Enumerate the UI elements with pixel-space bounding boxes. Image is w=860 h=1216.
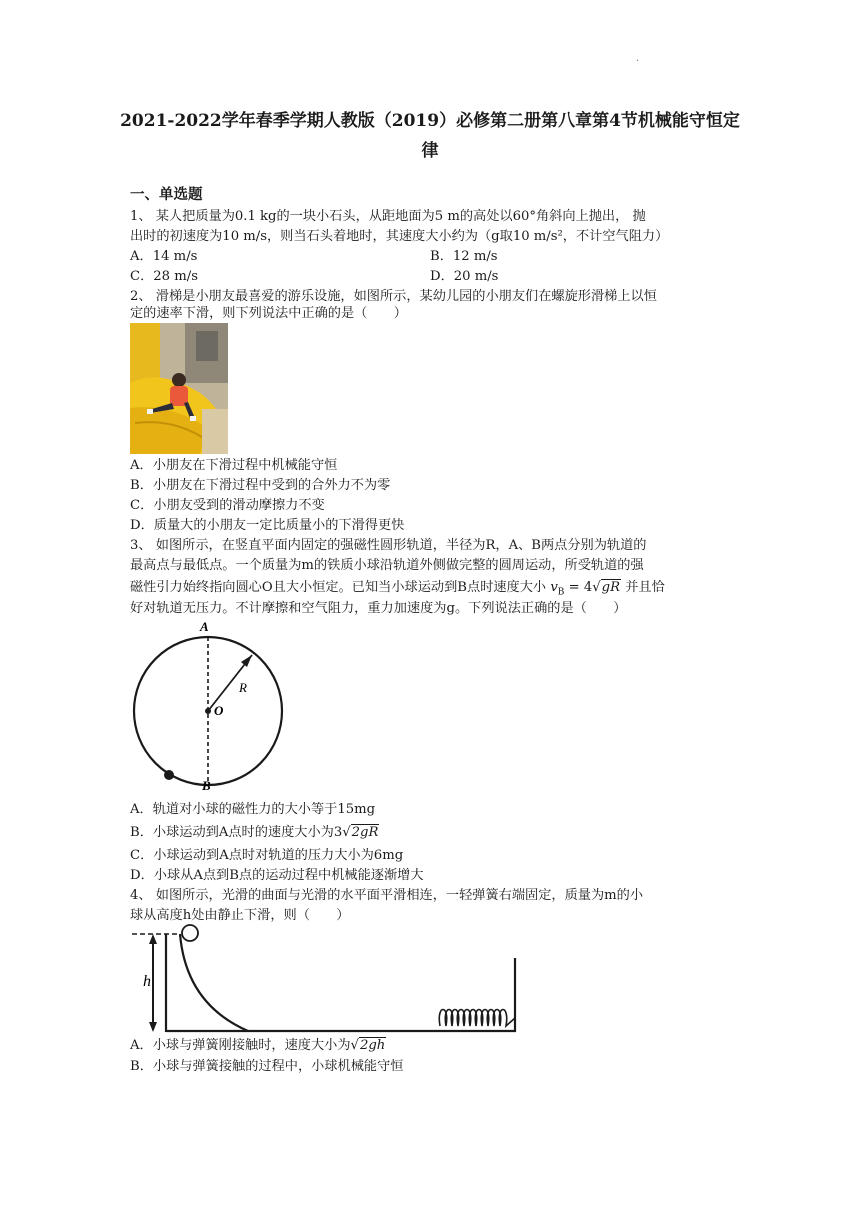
q2-stem-line2: 定的速率下滑，则下列说法中正确的是（ ） <box>130 306 407 321</box>
q4-option-a-radicand: 2gh <box>359 1038 386 1053</box>
q3-option-a: A．轨道对小球的磁性力的大小等于15mg <box>130 802 376 817</box>
q3-stem-line3-text: 磁性引力始终指向圆心O且大小恒定。已知当小球运动到B点时速度大小 <box>130 580 547 595</box>
vb-equals: = 4 <box>568 580 593 595</box>
label-o: O <box>214 703 224 718</box>
center-point <box>205 708 211 714</box>
label-r: R <box>239 680 247 695</box>
q2-option-b: B．小朋友在下滑过程中受到的合外力不为零 <box>130 478 391 493</box>
q3-option-b <box>130 823 379 843</box>
q2-option-a: A．小朋友在下滑过程中机械能守恒 <box>130 458 338 473</box>
circular-track-figure <box>128 617 288 792</box>
sqrt-sign: √ <box>342 825 351 840</box>
sqrt-sign: √ <box>350 1038 359 1053</box>
slope-spring-figure <box>128 924 520 1034</box>
q1-option-b: B．12 m/s <box>430 249 498 264</box>
q4-option-a <box>130 1036 386 1056</box>
q3-stem-line4: 好对轨道无压力。不计摩擦和空气阻力，重力加速度为g。下列说法正确的是（ ） <box>130 601 627 616</box>
q3-option-b-text: B．小球运动到A点时的速度大小为3 <box>130 825 343 840</box>
vb-subscript: B <box>557 587 565 598</box>
curved-surface <box>180 934 248 1031</box>
q3-option-d: D．小球从A点到B点的运动过程中机械能逐渐增大 <box>130 868 424 883</box>
label-a: A <box>200 619 209 634</box>
q1-option-d: D．20 m/s <box>430 269 499 284</box>
vb-radicand: gR <box>601 580 621 595</box>
iron-ball <box>164 770 174 780</box>
height-arrow-up <box>149 934 157 944</box>
q1-option-c: C．28 m/s <box>130 269 198 284</box>
q3-stem-line3-tail: 并且恰 <box>625 580 665 595</box>
height-arrow-down <box>149 1022 157 1032</box>
q4-stem-line1: 4、 如图所示，光滑的曲面与光滑的水平面平滑相连，一轻弹簧右端固定，质量为m的小 <box>130 888 644 903</box>
q3-stem-line1: 3、 如图所示，在竖直平面内固定的强磁性圆形轨道，半径为R，A、B两点分别为轨道的 <box>130 538 647 553</box>
q4-option-a-text: A．小球与弹簧刚接触时，速度大小为 <box>130 1038 351 1053</box>
section-heading: 一、单选题 <box>130 186 203 203</box>
q2-stem-line1: 2、 滑梯是小朋友最喜爱的游乐设施，如图所示，某幼儿园的小朋友们在螺旋形滑梯上以恒 <box>130 289 657 304</box>
header-mark: · <box>636 56 640 67</box>
label-h: h <box>143 973 151 990</box>
q2-option-d: D．质量大的小朋友一定比质量小的下滑得更快 <box>130 518 405 533</box>
q1-stem-line2: 出时的初速度为10 m/s，则当石头着地时，其速度大小约为（g取10 m/s²，不计空气阻力） <box>130 229 669 244</box>
radius-arrowhead <box>241 655 252 667</box>
q1-stem-line1: 1、 某人把质量为0.1 kg的一块小石头，从距地面为5 m的高处以60°角斜向上抛出， 抛 <box>130 209 646 224</box>
slide-photo <box>130 323 228 454</box>
q1-option-a: A．14 m/s <box>130 249 198 264</box>
small-ball <box>182 925 198 941</box>
sqrt-sign: √ <box>592 580 601 595</box>
q4-stem-line2: 球从高度h处由静止下滑，则（ ） <box>130 908 350 923</box>
q2-option-c: C．小朋友受到的滑动摩擦力不变 <box>130 498 325 513</box>
document-title: 2021-2022学年春季学期人教版（2019）必修第二册第八章第4节机械能守恒定律 <box>120 111 740 161</box>
q4-option-b: B．小球与弹簧接触的过程中，小球机械能守恒 <box>130 1059 404 1074</box>
q3-stem-line2: 最高点与最低点。一个质量为m的铁质小球沿轨道外侧做完整的圆周运动，所受轨道的强 <box>130 558 644 573</box>
label-b: B <box>202 778 211 792</box>
q3-option-b-radicand: 2gR <box>351 825 379 840</box>
vb-symbol: v <box>550 580 558 595</box>
spring <box>439 1010 515 1027</box>
q3-option-c: C．小球运动到A点时对轨道的压力大小为6mg <box>130 848 404 863</box>
